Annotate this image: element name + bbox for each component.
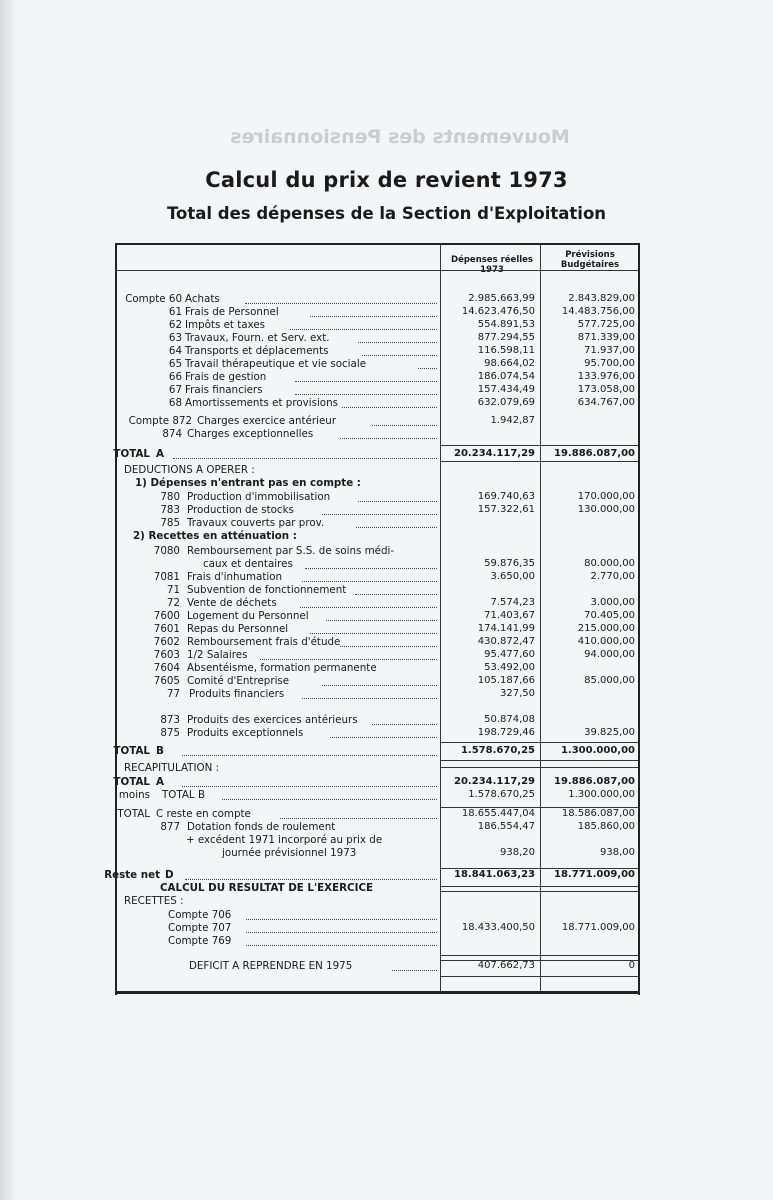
table-row — [120, 847, 635, 859]
column-header-actual — [446, 255, 538, 275]
row-label: Frais d'inhumation — [187, 571, 283, 583]
dotted-leader — [302, 569, 437, 582]
row-code: 64 — [168, 345, 182, 357]
row-code: 65 — [168, 358, 182, 370]
row-code: 67 — [168, 384, 182, 396]
deficit-rule-bottom — [441, 976, 638, 977]
row-label: Charges exercice antérieur — [197, 415, 337, 427]
row-label: 1) Dépenses n'entrant pas en compte : — [135, 477, 361, 489]
table-row — [120, 688, 635, 700]
row-label: Travaux couverts par prov. — [187, 517, 325, 529]
deficit-rule-top — [441, 955, 638, 956]
reste-net-rule-double — [441, 891, 638, 892]
dotted-leader — [260, 647, 437, 660]
dotted-leader — [310, 621, 437, 634]
value-budget: 410.000,00 — [577, 636, 635, 647]
row-label: Dotation fonds de roulement — [187, 821, 336, 833]
value-budget: 871.339,00 — [577, 332, 635, 343]
row-code: 7603 — [153, 649, 180, 661]
row-code: moins — [118, 789, 150, 801]
value-actual: 2.985.663,99 — [468, 293, 535, 304]
table-row — [120, 397, 635, 409]
dotted-leader — [372, 413, 437, 426]
row-code: 66 — [168, 371, 182, 383]
value-budget: 133.976,00 — [577, 371, 635, 382]
value-budget: 18.586.087,00 — [561, 808, 635, 819]
row-label: RECETTES : — [124, 895, 184, 907]
row-code: 7600 — [153, 610, 180, 622]
column-header-actual-line2: 1973 — [480, 265, 504, 275]
dotted-leader — [418, 356, 437, 369]
value-budget: 173.058,00 — [577, 384, 635, 395]
row-label: Logement du Personnel — [187, 610, 309, 622]
dotted-leader — [246, 907, 437, 920]
value-budget: 2.843.829,00 — [568, 293, 635, 304]
row-label: Absentéisme, formation permanente — [187, 662, 377, 674]
value-budget: 19.886.087,00 — [554, 448, 635, 459]
dotted-leader — [305, 556, 437, 569]
bleed-through-text: Mouvements des Pensionnaires — [230, 126, 570, 148]
table-row — [120, 530, 635, 542]
table-row — [117, 808, 635, 820]
column-header-budget — [545, 250, 635, 270]
reste-net-rule-bottom — [441, 886, 638, 887]
row-label: Frais financiers — [185, 384, 263, 396]
value-actual: 877.294,55 — [477, 332, 535, 343]
dotted-leader — [322, 673, 437, 686]
row-label: Travail thérapeutique et vie sociale — [185, 358, 367, 370]
value-budget: 71.937,00 — [584, 345, 635, 356]
row-code: 875 — [160, 727, 180, 739]
row-label: 2) Recettes en atténuation : — [133, 530, 297, 542]
value-budget: 1.300.000,00 — [560, 745, 635, 756]
row-code: 780 — [160, 491, 180, 503]
dotted-leader — [358, 489, 437, 502]
table-row — [120, 477, 635, 489]
row-label: D — [165, 869, 174, 881]
value-actual: 186.554,47 — [477, 821, 535, 832]
value-budget: 19.886.087,00 — [554, 776, 635, 787]
value-actual: 59.876,35 — [484, 558, 535, 569]
row-label: Frais de Personnel — [185, 306, 279, 318]
column-header-budget-line1: Prévisions — [565, 250, 615, 260]
deficit-rule-double — [441, 960, 638, 961]
table-row — [120, 789, 635, 801]
row-code: 877 — [160, 821, 180, 833]
dotted-leader — [295, 382, 437, 395]
row-label: Impôts et taxes — [185, 319, 266, 331]
row-label: Produits des exercices antérieurs — [187, 714, 358, 726]
value-actual: 53.492,00 — [484, 662, 535, 673]
row-label: Compte 707 — [168, 922, 232, 934]
row-label: Compte 706 — [168, 909, 232, 921]
reste-net-rule-top — [441, 868, 638, 869]
row-code: Compte 872 — [128, 415, 192, 427]
table-row — [120, 834, 635, 846]
dotted-leader — [362, 343, 437, 356]
row-label: + excédent 1971 incorporé au prix de — [186, 834, 383, 846]
row-code: 68 — [168, 397, 182, 409]
value-actual: 50.874,08 — [484, 714, 535, 725]
row-code: 71 — [166, 584, 180, 596]
value-actual: 18.433.400,50 — [461, 922, 535, 933]
row-label: Amortissements et provisions — [185, 397, 338, 409]
value-actual: 1.578.670,25 — [460, 745, 535, 756]
table-row — [120, 762, 635, 774]
row-code: 874 — [162, 428, 182, 440]
value-budget: 18.771.009,00 — [561, 922, 635, 933]
dotted-leader — [310, 304, 437, 317]
total-b-rule-double — [441, 767, 638, 768]
table-row — [120, 464, 635, 476]
value-actual: 327,50 — [500, 688, 535, 699]
value-budget: 14.483.756,00 — [561, 306, 635, 317]
value-actual: 1.942,87 — [490, 415, 535, 426]
row-label: Production de stocks — [187, 504, 294, 516]
table-row — [120, 428, 635, 440]
recap-rule — [441, 807, 638, 808]
row-label: CALCUL DU RESULTAT DE L'EXERCICE — [160, 882, 374, 894]
row-label: caux et dentaires — [203, 558, 293, 570]
row-code: 62 — [168, 319, 182, 331]
value-actual: 198.729,46 — [477, 727, 535, 738]
table-row — [113, 448, 635, 460]
value-actual: 71.403,67 — [484, 610, 535, 621]
dotted-leader — [342, 395, 437, 408]
value-budget: 39.825,00 — [584, 727, 635, 738]
row-code: 7601 — [153, 623, 180, 635]
value-actual: 18.841.063,23 — [454, 869, 535, 880]
row-label: Remboursement frais d'étude — [187, 636, 341, 648]
row-code: 7604 — [153, 662, 180, 674]
value-budget: 70.405,00 — [584, 610, 635, 621]
dotted-leader — [290, 317, 437, 330]
row-label: C reste en compte — [156, 808, 251, 820]
value-actual: 7.574,23 — [490, 597, 535, 608]
row-label: Produits financiers — [189, 688, 285, 700]
value-budget: 95.700,00 — [584, 358, 635, 369]
value-budget: 18.771.009,00 — [554, 869, 635, 880]
row-code: 61 — [168, 306, 182, 318]
row-code: 72 — [166, 597, 180, 609]
table-row — [120, 727, 635, 739]
row-code: 7080 — [153, 545, 180, 557]
value-actual: 3.650,00 — [490, 571, 535, 582]
row-label: Comité d'Entreprise — [187, 675, 290, 687]
value-actual: 1.578.670,25 — [468, 789, 535, 800]
row-code: 77 — [166, 688, 180, 700]
row-code: 783 — [160, 504, 180, 516]
row-code: Reste net — [104, 869, 160, 881]
page-subtitle: Total des dépenses de la Section d'Exploitation — [166, 204, 607, 223]
row-code: 7605 — [153, 675, 180, 687]
row-label: Produits exceptionnels — [187, 727, 304, 739]
row-label: A — [156, 448, 164, 460]
value-budget: 130.000,00 — [577, 504, 635, 515]
table-row — [120, 960, 635, 972]
row-label: journée prévisionnel 1973 — [222, 847, 357, 859]
value-actual: 430.872,47 — [477, 636, 535, 647]
dotted-leader — [280, 806, 437, 819]
value-budget: 3.000,00 — [590, 597, 635, 608]
value-budget: 94.000,00 — [584, 649, 635, 660]
column-header-budget-line2: Budgétaires — [560, 260, 620, 270]
value-actual: 20.234.117,29 — [454, 776, 535, 787]
value-budget: 2.770,00 — [590, 571, 635, 582]
value-budget: 577.725,00 — [577, 319, 635, 330]
value-actual: 169.740,63 — [477, 491, 535, 502]
value-budget: 80.000,00 — [584, 558, 635, 569]
value-actual: 632.079,69 — [477, 397, 535, 408]
dotted-leader — [246, 920, 437, 933]
value-actual: 938,20 — [500, 847, 535, 858]
dotted-leader — [358, 330, 437, 343]
row-code: 873 — [160, 714, 180, 726]
value-actual: 20.234.117,29 — [454, 448, 535, 459]
table-row — [120, 882, 635, 894]
value-actual: 554.891,53 — [477, 319, 535, 330]
row-label: Achats — [185, 293, 220, 305]
dotted-leader — [340, 634, 437, 647]
row-code: 7081 — [153, 571, 180, 583]
row-code: TOTAL — [113, 776, 150, 788]
value-actual: 174.141,99 — [477, 623, 535, 634]
row-code: 63 — [168, 332, 182, 344]
dotted-leader — [245, 291, 437, 304]
table-row — [120, 895, 635, 907]
value-actual: 105.187,66 — [477, 675, 535, 686]
dotted-leader — [182, 743, 437, 756]
row-label: Production d'immobilisation — [187, 491, 331, 503]
table-row — [120, 935, 635, 947]
dotted-leader — [322, 502, 437, 515]
total-a-rule-top — [441, 445, 638, 446]
row-label: Subvention de fonctionnement — [187, 584, 347, 596]
row-code: TOTAL — [117, 808, 150, 820]
value-actual: 116.598,11 — [477, 345, 535, 356]
row-code: 7602 — [153, 636, 180, 648]
row-label: Remboursement par S.S. de soins médi- — [187, 545, 395, 557]
row-code: Compte 60 — [125, 293, 182, 305]
table-row — [104, 869, 635, 881]
row-label: Transports et déplacements — [185, 345, 329, 357]
row-label: Repas du Personnel — [187, 623, 289, 635]
value-budget: 185.860,00 — [577, 821, 635, 832]
value-actual: 14.623.476,50 — [461, 306, 535, 317]
value-actual: 95.477,60 — [484, 649, 535, 660]
table-row — [120, 821, 635, 833]
value-actual: 18.655.447,04 — [461, 808, 535, 819]
value-budget: 938,00 — [600, 847, 635, 858]
dotted-leader — [182, 774, 437, 787]
row-label: Frais de gestion — [185, 371, 267, 383]
row-label: 1/2 Salaires — [187, 649, 248, 661]
dotted-leader — [326, 608, 437, 621]
row-label: DEDUCTIONS A OPERER : — [124, 464, 255, 476]
row-code: TOTAL — [113, 745, 150, 757]
row-label: Charges exceptionnelles — [187, 428, 314, 440]
value-budget: 0 — [628, 960, 635, 971]
row-label: Vente de déchets — [187, 597, 277, 609]
dotted-leader — [295, 369, 437, 382]
row-label: RECAPITULATION : — [124, 762, 220, 774]
dotted-leader — [185, 867, 437, 880]
dotted-leader — [330, 725, 437, 738]
total-b-rule-bottom — [441, 760, 638, 761]
table-bottom-rule — [115, 991, 640, 994]
total-a-rule-bottom — [441, 461, 638, 462]
dotted-leader — [340, 426, 437, 439]
table-row — [113, 745, 635, 757]
value-actual: 407.662,73 — [477, 960, 535, 971]
row-code: 785 — [160, 517, 180, 529]
value-actual: 157.434,49 — [477, 384, 535, 395]
dotted-leader — [302, 686, 437, 699]
column-header-actual-line1: Dépenses réelles — [451, 255, 533, 265]
dotted-leader — [356, 515, 437, 528]
row-label: Compte 769 — [168, 935, 232, 947]
value-budget: 215.000,00 — [577, 623, 635, 634]
dotted-leader — [372, 712, 437, 725]
table-row — [120, 345, 635, 357]
value-actual: 186.074,54 — [477, 371, 535, 382]
row-label: DEFICIT A REPRENDRE EN 1975 — [189, 960, 353, 972]
value-actual: 157.322,61 — [477, 504, 535, 515]
dotted-leader — [392, 958, 437, 971]
row-label: A — [156, 776, 164, 788]
table-row — [120, 517, 635, 529]
dotted-leader — [173, 446, 437, 459]
dotted-leader — [246, 933, 437, 946]
dotted-leader — [355, 582, 437, 595]
page-title: Calcul du prix de revient 1973 — [205, 168, 568, 192]
value-actual: 98.664,02 — [484, 358, 535, 369]
row-label: TOTAL B — [162, 789, 206, 801]
value-budget: 634.767,00 — [577, 397, 635, 408]
dotted-leader — [300, 595, 437, 608]
header-rule — [117, 270, 638, 271]
row-label: Travaux, Fourn. et Serv. ext. — [185, 332, 330, 344]
row-label: B — [156, 745, 164, 757]
total-b-rule-top — [441, 742, 638, 743]
row-code: TOTAL — [113, 448, 150, 460]
dotted-leader — [222, 787, 437, 800]
table-row — [120, 649, 635, 661]
value-budget: 1.300.000,00 — [568, 789, 635, 800]
value-budget: 170.000,00 — [577, 491, 635, 502]
value-budget: 85.000,00 — [584, 675, 635, 686]
